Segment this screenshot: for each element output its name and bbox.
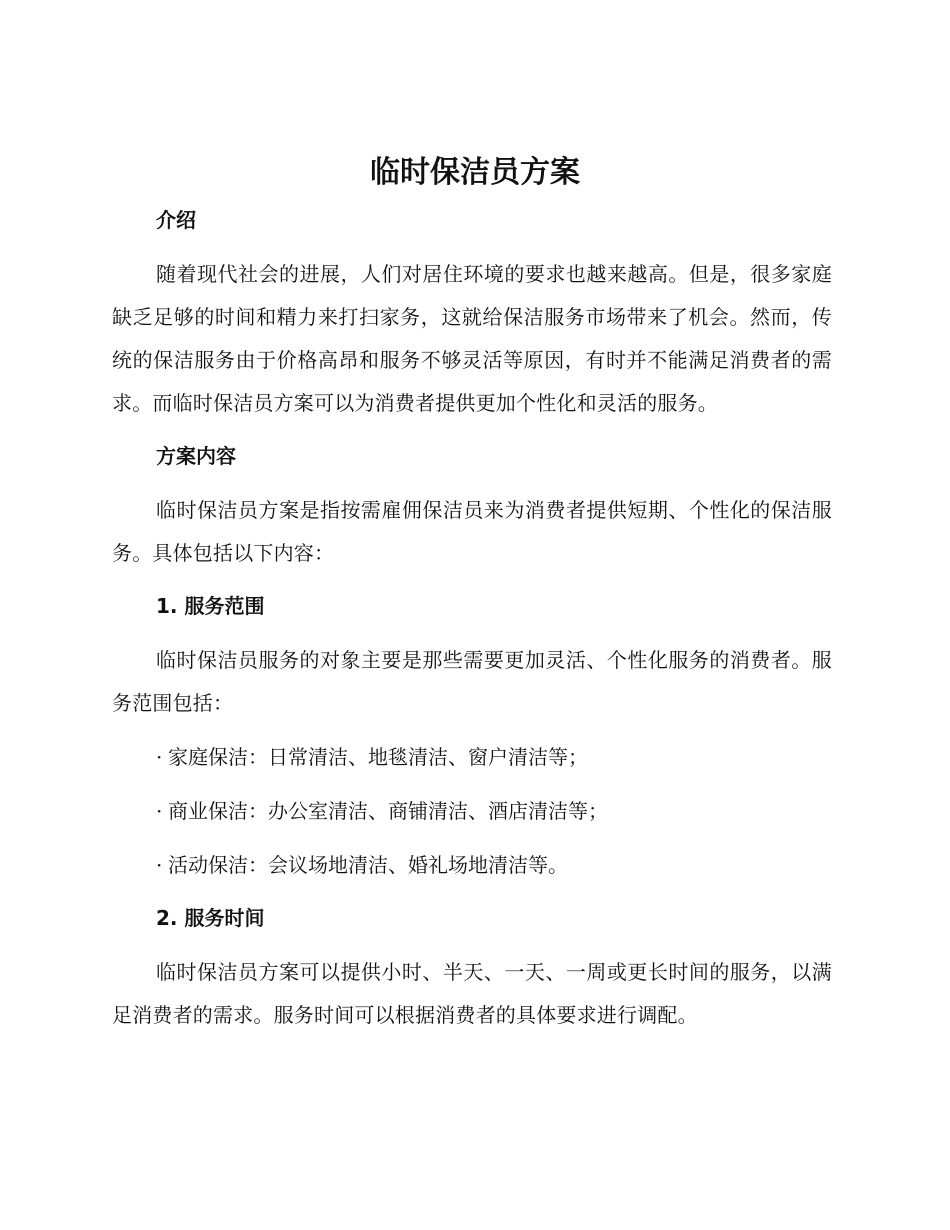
list-item (112, 736, 832, 779)
list-item (112, 790, 832, 833)
bullet-marker: · (156, 799, 163, 823)
intro-paragraph: 随着现代社会的进展，人们对居住环境的要求也越来越高。但是，很多家庭缺乏足够的时间和精力来打扫家务，这就给保洁服务市场带来了机会。然而，传统的保洁服务由于价格高昂和服务不够灵活等原因，有时并不能满足消费者的需求。而临时保洁员方案可以为消费者提供更加个性化和灵活的服务。 (112, 262, 832, 415)
time-paragraph: 临时保洁员方案可以提供小时、半天、一天、一周或更长时间的服务，以满足消费者的需求。服务时间可以根据消费者的具体要求进行调配。 (112, 960, 832, 1027)
section-heading-scope: 1. 服务范围 (156, 594, 265, 618)
content-paragraph: 临时保洁员方案是指按需雇佣保洁员来为消费者提供短期、个性化的保洁服务。具体包括以下内容： (112, 498, 832, 565)
section-heading-intro: 介绍 (156, 208, 196, 232)
list-item-text: 活动保洁：会议场地清洁、婚礼场地清洁等。 (168, 853, 568, 877)
list-item (112, 844, 832, 887)
document-title: 临时保洁员方案 (370, 155, 580, 190)
section-heading-content: 方案内容 (156, 444, 236, 468)
bullet-marker: · (156, 853, 163, 877)
bullet-marker: · (156, 745, 163, 769)
scope-paragraph: 临时保洁员服务的对象主要是那些需要更加灵活、个性化服务的消费者。服务范围包括： (112, 648, 832, 715)
list-item-text: 家庭保洁：日常清洁、地毯清洁、窗户清洁等； (168, 745, 588, 769)
list-item-text: 商业保洁：办公室清洁、商铺清洁、酒店清洁等； (168, 799, 608, 823)
document-body (112, 200, 832, 1048)
section-heading-time: 2. 服务时间 (156, 906, 265, 930)
